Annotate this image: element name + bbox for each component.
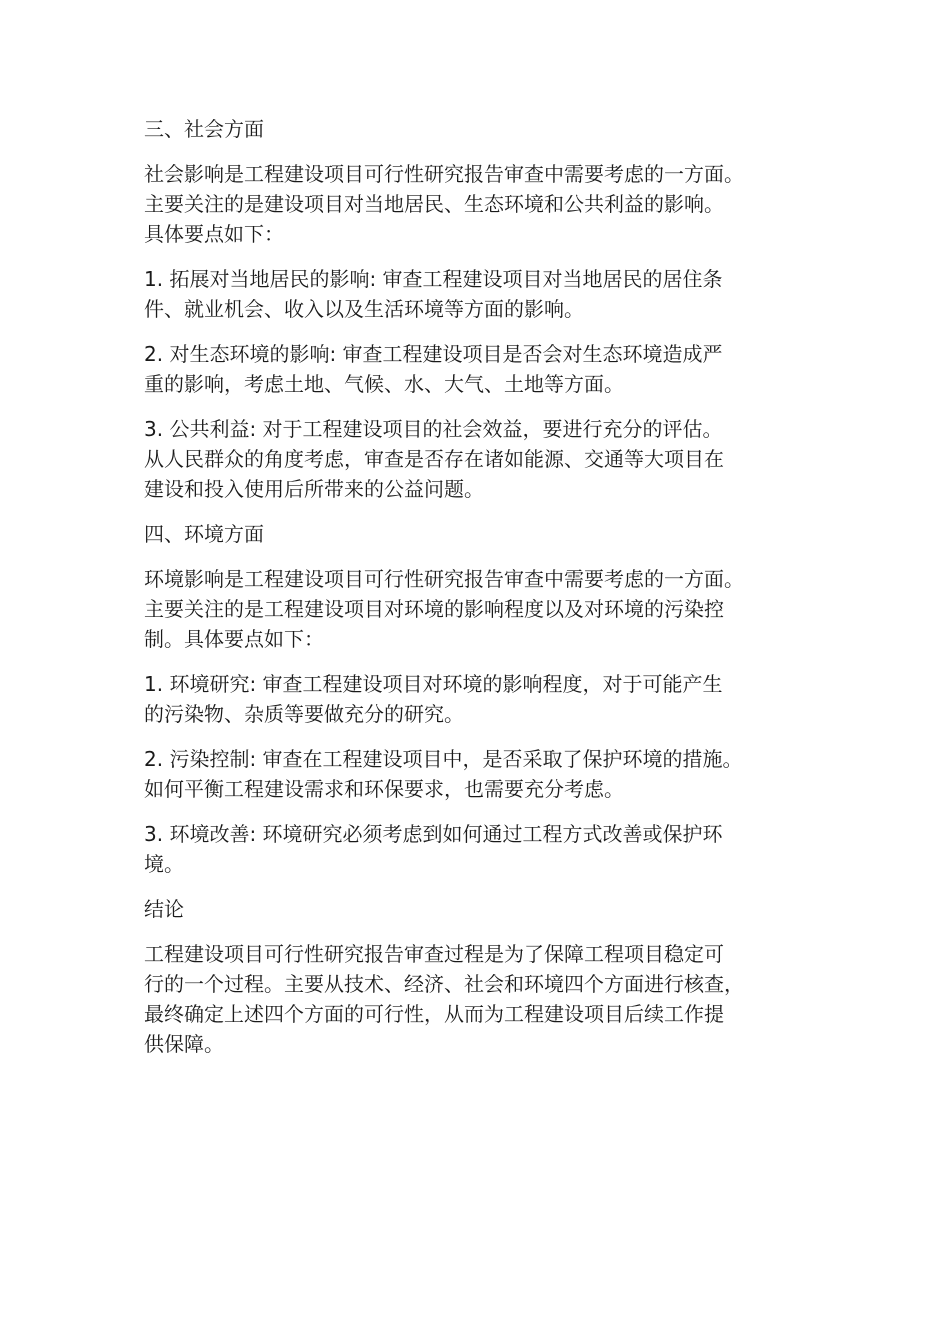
text-line: 行的一个过程。主要从技术、经济、社会和环境四个方面进行核查，: [144, 972, 744, 996]
text-line: 主要关注的是建设项目对当地居民、生态环境和公共利益的影响。: [144, 192, 724, 216]
text-line: 最终确定上述四个方面的可行性，从而为工程建设项目后续工作提: [144, 1002, 724, 1026]
text-line: 1. 拓展对当地居民的影响: 审查工程建设项目对当地居民的居住条: [144, 267, 723, 291]
text-line: 件、就业机会、收入以及生活环境等方面的影响。: [144, 297, 584, 321]
text-line: 1. 环境研究: 审查工程建设项目对环境的影响程度，对于可能产生: [144, 672, 723, 696]
paragraph-social-point-2: [144, 339, 816, 399]
paragraph-conclusion-body: [144, 939, 816, 1059]
text-line: 工程建设项目可行性研究报告审查过程是为了保障工程项目稳定可: [144, 942, 724, 966]
document-body: [144, 114, 816, 1074]
paragraph-social-intro: [144, 159, 816, 249]
text-line: 社会影响是工程建设项目可行性研究报告审查中需要考虑的一方面。: [144, 162, 744, 186]
text-line: 三、社会方面: [144, 117, 264, 141]
paragraph-heading-conclusion: [144, 894, 816, 924]
paragraph-heading-environment: [144, 519, 816, 549]
text-line: 2. 污染控制: 审查在工程建设项目中，是否采取了保护环境的措施。: [144, 747, 743, 771]
paragraph-environment-point-3: [144, 819, 816, 879]
text-line: 3. 环境改善: 环境研究必须考虑到如何通过工程方式改善或保护环: [144, 822, 723, 846]
text-line: 3. 公共利益: 对于工程建设项目的社会效益，要进行充分的评估。: [144, 417, 723, 441]
paragraph-social-point-1: [144, 264, 816, 324]
text-line: 供保障。: [144, 1032, 224, 1056]
text-line: 建设和投入使用后所带来的公益问题。: [144, 477, 484, 501]
paragraph-environment-intro: [144, 564, 816, 654]
paragraph-environment-point-1: [144, 669, 816, 729]
text-line: 如何平衡工程建设需求和环保要求，也需要充分考虑。: [144, 777, 624, 801]
text-line: 环境影响是工程建设项目可行性研究报告审查中需要考虑的一方面。: [144, 567, 744, 591]
text-line: 2. 对生态环境的影响: 审查工程建设项目是否会对生态环境造成严: [144, 342, 723, 366]
text-line: 结论: [144, 897, 184, 921]
text-line: 具体要点如下：: [144, 222, 284, 246]
text-line: 重的影响，考虑土地、气候、水、大气、土地等方面。: [144, 372, 624, 396]
text-line: 的污染物、杂质等要做充分的研究。: [144, 702, 464, 726]
text-line: 境。: [144, 852, 184, 876]
paragraph-heading-social: [144, 114, 816, 144]
text-line: 四、环境方面: [144, 522, 264, 546]
paragraph-environment-point-2: [144, 744, 816, 804]
text-line: 从人民群众的角度考虑，审查是否存在诸如能源、交通等大项目在: [144, 447, 724, 471]
paragraph-social-point-3: [144, 414, 816, 504]
text-line: 主要关注的是工程建设项目对环境的影响程度以及对环境的污染控: [144, 597, 724, 621]
text-line: 制。具体要点如下：: [144, 627, 324, 651]
